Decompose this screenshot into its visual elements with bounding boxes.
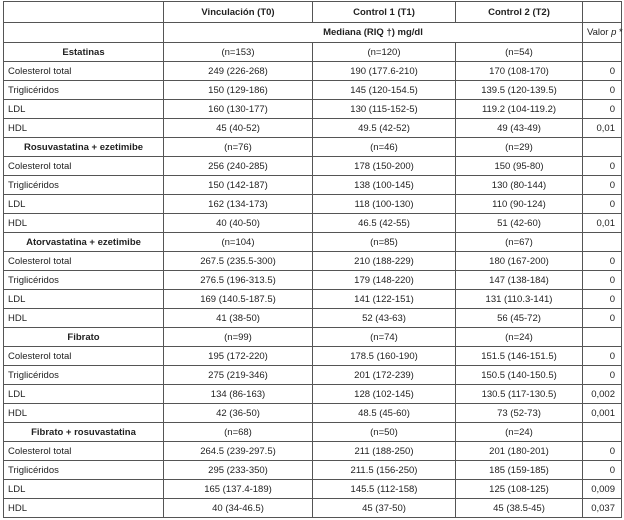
group-name: Fibrato	[4, 328, 164, 347]
value-t2: 150.5 (140-150.5)	[456, 366, 583, 385]
value-t0: 150 (129-186)	[164, 81, 313, 100]
group-sample-size: (n=120)	[313, 43, 456, 62]
value-t2: 185 (159-185)	[456, 461, 583, 480]
group-pvalue-empty	[583, 328, 622, 347]
subheader-row	[4, 23, 622, 43]
group-sample-size: (n=50)	[313, 423, 456, 442]
table-row	[4, 252, 622, 271]
row-label: LDL	[4, 100, 164, 119]
value-t1: 130 (115-152-5)	[313, 100, 456, 119]
table-row	[4, 480, 622, 499]
group-sample-size: (n=74)	[313, 328, 456, 347]
value-t0: 267.5 (235.5-300)	[164, 252, 313, 271]
row-label: Triglicéridos	[4, 271, 164, 290]
value-t2: 201 (180-201)	[456, 442, 583, 461]
column-header-t0: Vinculación (T0)	[164, 2, 313, 23]
value-t2: 49 (43-49)	[456, 119, 583, 138]
group-name: Atorvastatina + ezetimibe	[4, 233, 164, 252]
p-value: 0	[583, 81, 622, 100]
value-t0: 264.5 (239-297.5)	[164, 442, 313, 461]
value-t0: 41 (38-50)	[164, 309, 313, 328]
table-row	[4, 499, 622, 518]
row-label: Triglicéridos	[4, 81, 164, 100]
table-row	[4, 347, 622, 366]
value-t1: 145.5 (112-158)	[313, 480, 456, 499]
table-row	[4, 214, 622, 233]
group-sample-size: (n=46)	[313, 138, 456, 157]
pvalue-suffix: *	[616, 27, 623, 38]
pvalue-label: Valor	[587, 27, 612, 38]
p-value: 0	[583, 442, 622, 461]
table-row	[4, 442, 622, 461]
value-t2: 130.5 (117-130.5)	[456, 385, 583, 404]
p-value: 0	[583, 347, 622, 366]
table-row	[4, 366, 622, 385]
group-name: Estatinas	[4, 43, 164, 62]
value-t2: 147 (138-184)	[456, 271, 583, 290]
p-value: 0	[583, 366, 622, 385]
row-label: HDL	[4, 214, 164, 233]
units-subheader: Mediana (RIQ †) mg/dl	[164, 23, 583, 43]
table-row	[4, 62, 622, 81]
value-t0: 160 (130-177)	[164, 100, 313, 119]
value-t1: 118 (100-130)	[313, 195, 456, 214]
value-t0: 40 (34-46.5)	[164, 499, 313, 518]
value-t2: 56 (45-72)	[456, 309, 583, 328]
value-t0: 295 (233-350)	[164, 461, 313, 480]
p-value: 0	[583, 252, 622, 271]
column-header-t1: Control 1 (T1)	[313, 2, 456, 23]
value-t2: 139.5 (120-139.5)	[456, 81, 583, 100]
value-t1: 48.5 (45-60)	[313, 404, 456, 423]
row-label: HDL	[4, 404, 164, 423]
value-t1: 46.5 (42-55)	[313, 214, 456, 233]
group-sample-size: (n=54)	[456, 43, 583, 62]
group-sample-size: (n=153)	[164, 43, 313, 62]
value-t0: 249 (226-268)	[164, 62, 313, 81]
value-t2: 73 (52-73)	[456, 404, 583, 423]
group-header-row	[4, 138, 622, 157]
group-sample-size: (n=104)	[164, 233, 313, 252]
subheader-empty-cell	[4, 23, 164, 43]
value-t0: 275 (219-346)	[164, 366, 313, 385]
group-sample-size: (n=99)	[164, 328, 313, 347]
p-value: 0,01	[583, 119, 622, 138]
table-row	[4, 119, 622, 138]
group-header-row	[4, 328, 622, 347]
value-t0: 42 (36-50)	[164, 404, 313, 423]
value-t2: 180 (167-200)	[456, 252, 583, 271]
table-row	[4, 290, 622, 309]
value-t1: 210 (188-229)	[313, 252, 456, 271]
row-label: Colesterol total	[4, 252, 164, 271]
value-t0: 276.5 (196-313.5)	[164, 271, 313, 290]
p-value: 0,037	[583, 499, 622, 518]
p-value: 0	[583, 271, 622, 290]
value-t1: 179 (148-220)	[313, 271, 456, 290]
p-value: 0,01	[583, 214, 622, 233]
table-row	[4, 385, 622, 404]
group-header-row	[4, 233, 622, 252]
value-t1: 52 (43-63)	[313, 309, 456, 328]
value-t0: 45 (40-52)	[164, 119, 313, 138]
value-t2: 119.2 (104-119.2)	[456, 100, 583, 119]
row-label: HDL	[4, 309, 164, 328]
value-t0: 162 (134-173)	[164, 195, 313, 214]
group-sample-size: (n=85)	[313, 233, 456, 252]
value-t0: 256 (240-285)	[164, 157, 313, 176]
value-t0: 40 (40-50)	[164, 214, 313, 233]
row-label: HDL	[4, 119, 164, 138]
row-label: Triglicéridos	[4, 461, 164, 480]
value-t0: 195 (172-220)	[164, 347, 313, 366]
row-label: Colesterol total	[4, 347, 164, 366]
value-t2: 45 (38.5-45)	[456, 499, 583, 518]
header-row	[4, 2, 622, 23]
group-pvalue-empty	[583, 233, 622, 252]
p-value: 0,001	[583, 404, 622, 423]
table-row	[4, 157, 622, 176]
row-label: LDL	[4, 385, 164, 404]
table-row	[4, 461, 622, 480]
row-label: LDL	[4, 195, 164, 214]
row-label: Colesterol total	[4, 62, 164, 81]
p-value: 0	[583, 157, 622, 176]
p-value: 0	[583, 100, 622, 119]
value-t0: 134 (86-163)	[164, 385, 313, 404]
p-value: 0	[583, 290, 622, 309]
group-sample-size: (n=29)	[456, 138, 583, 157]
table-row	[4, 100, 622, 119]
value-t1: 145 (120-154.5)	[313, 81, 456, 100]
value-t1: 141 (122-151)	[313, 290, 456, 309]
group-sample-size: (n=24)	[456, 328, 583, 347]
value-t1: 128 (102-145)	[313, 385, 456, 404]
lipid-results-table	[3, 1, 622, 518]
group-sample-size: (n=67)	[456, 233, 583, 252]
table-row	[4, 195, 622, 214]
pvalue-header	[583, 23, 622, 43]
table-row	[4, 176, 622, 195]
value-t1: 45 (37-50)	[313, 499, 456, 518]
value-t2: 151.5 (146-151.5)	[456, 347, 583, 366]
group-sample-size: (n=76)	[164, 138, 313, 157]
value-t2: 125 (108-125)	[456, 480, 583, 499]
value-t1: 190 (177.6-210)	[313, 62, 456, 81]
value-t2: 131 (110.3-141)	[456, 290, 583, 309]
row-label: HDL	[4, 499, 164, 518]
p-value: 0	[583, 176, 622, 195]
p-value: 0	[583, 309, 622, 328]
value-t2: 110 (90-124)	[456, 195, 583, 214]
group-sample-size: (n=68)	[164, 423, 313, 442]
p-value: 0	[583, 461, 622, 480]
value-t1: 201 (172-239)	[313, 366, 456, 385]
value-t1: 138 (100-145)	[313, 176, 456, 195]
table-row	[4, 309, 622, 328]
group-header-row	[4, 423, 622, 442]
value-t1: 49.5 (42-52)	[313, 119, 456, 138]
row-label: Colesterol total	[4, 442, 164, 461]
row-label: Colesterol total	[4, 157, 164, 176]
value-t2: 130 (80-144)	[456, 176, 583, 195]
column-header-t2: Control 2 (T2)	[456, 2, 583, 23]
group-pvalue-empty	[583, 423, 622, 442]
table-row	[4, 271, 622, 290]
pvalue-italic: p	[611, 27, 617, 38]
value-t0: 150 (142-187)	[164, 176, 313, 195]
value-t1: 211 (188-250)	[313, 442, 456, 461]
row-label: Triglicéridos	[4, 176, 164, 195]
value-t1: 178.5 (160-190)	[313, 347, 456, 366]
group-pvalue-empty	[583, 43, 622, 62]
value-t2: 51 (42-60)	[456, 214, 583, 233]
p-value: 0	[583, 62, 622, 81]
value-t2: 150 (95-80)	[456, 157, 583, 176]
row-label: LDL	[4, 290, 164, 309]
row-label: LDL	[4, 480, 164, 499]
value-t2: 170 (108-170)	[456, 62, 583, 81]
header-empty-cell	[583, 2, 622, 23]
header-empty-cell	[4, 2, 164, 23]
row-label: Triglicéridos	[4, 366, 164, 385]
p-value: 0,002	[583, 385, 622, 404]
p-value: 0,009	[583, 480, 622, 499]
group-pvalue-empty	[583, 138, 622, 157]
group-sample-size: (n=24)	[456, 423, 583, 442]
table-row	[4, 404, 622, 423]
group-name: Fibrato + rosuvastatina	[4, 423, 164, 442]
value-t1: 178 (150-200)	[313, 157, 456, 176]
value-t0: 169 (140.5-187.5)	[164, 290, 313, 309]
group-name: Rosuvastatina + ezetimibe	[4, 138, 164, 157]
group-header-row	[4, 43, 622, 62]
value-t0: 165 (137.4-189)	[164, 480, 313, 499]
table-row	[4, 81, 622, 100]
p-value: 0	[583, 195, 622, 214]
value-t1: 211.5 (156-250)	[313, 461, 456, 480]
